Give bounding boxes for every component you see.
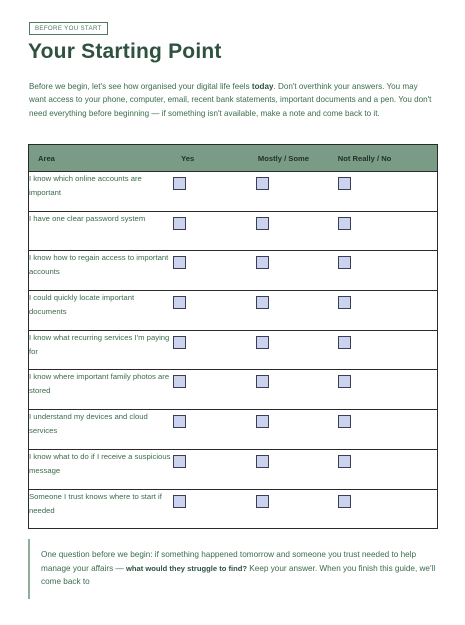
row-area-label: I know what recurring services I'm paying for — [29, 330, 174, 370]
question-text-2: Keep your answer. When you finish this guide, we'll come back to — [41, 563, 436, 586]
page-title: Your Starting Point — [28, 40, 222, 63]
cell-yes — [173, 489, 256, 529]
table-row — [29, 449, 438, 489]
checkbox-yes[interactable] — [173, 296, 186, 309]
header-mostly-some: Mostly / Some — [256, 145, 338, 172]
cell-yes — [173, 370, 256, 410]
cell-yes — [173, 410, 256, 450]
checkbox-mostly[interactable] — [256, 375, 269, 388]
intro-paragraph — [29, 80, 434, 120]
header-yes: Yes — [173, 145, 256, 172]
checkbox-yes[interactable] — [173, 495, 186, 508]
checkbox-mostly[interactable] — [256, 296, 269, 309]
section-tag: BEFORE YOU START — [29, 22, 108, 35]
cell-not — [338, 251, 438, 291]
cell-yes — [173, 330, 256, 370]
row-area-label: I understand my devices and cloud services — [29, 410, 174, 450]
cell-not — [338, 291, 438, 331]
checkbox-yes[interactable] — [173, 217, 186, 230]
cell-mostly — [256, 172, 338, 212]
row-area-label: I know how to regain access to important accounts — [29, 251, 174, 291]
cell-mostly — [256, 251, 338, 291]
checkbox-mostly[interactable] — [256, 455, 269, 468]
callout-bar — [28, 539, 30, 599]
table-header-row — [29, 145, 438, 172]
row-area-label: I have one clear password system — [29, 211, 174, 251]
reflection-question — [41, 548, 439, 589]
table-row — [29, 291, 438, 331]
checkbox-yes[interactable] — [173, 455, 186, 468]
cell-yes — [173, 291, 256, 331]
table-row — [29, 172, 438, 212]
cell-yes — [173, 449, 256, 489]
cell-yes — [173, 211, 256, 251]
table-row — [29, 211, 438, 251]
intro-text-1: Before we begin, let's see how organised your digital life feels — [29, 82, 252, 91]
checkbox-yes[interactable] — [173, 415, 186, 428]
cell-yes — [173, 251, 256, 291]
cell-mostly — [256, 410, 338, 450]
checkbox-mostly[interactable] — [256, 336, 269, 349]
intro-emphasis: today — [251, 82, 274, 91]
checkbox-not[interactable] — [338, 495, 351, 508]
cell-not — [338, 172, 438, 212]
checkbox-yes[interactable] — [173, 256, 186, 269]
table-row — [29, 251, 438, 291]
cell-not — [338, 449, 438, 489]
checkbox-not[interactable] — [338, 455, 351, 468]
checkbox-mostly[interactable] — [256, 217, 269, 230]
checkbox-not[interactable] — [338, 415, 351, 428]
checkbox-not[interactable] — [338, 375, 351, 388]
cell-not — [338, 370, 438, 410]
cell-mostly — [256, 291, 338, 331]
checkbox-mostly[interactable] — [256, 415, 269, 428]
cell-not — [338, 489, 438, 529]
row-area-label: I know what to do if I receive a suspicious message — [29, 449, 174, 489]
checkbox-yes[interactable] — [173, 375, 186, 388]
checkbox-not[interactable] — [338, 256, 351, 269]
header-not-really-no: Not Really / No — [338, 145, 438, 172]
cell-mostly — [256, 449, 338, 489]
cell-not — [338, 211, 438, 251]
row-area-label: I could quickly locate important documents — [29, 291, 174, 331]
table-row — [29, 489, 438, 529]
cell-yes — [173, 172, 256, 212]
row-area-label: I know which online accounts are important — [29, 172, 174, 212]
intro-text-2: . Don't overthink your answers. You may want access to your phone, computer, email, recent bank statements, important documents and a pen. You don't need everything before beginning — if something isn't available, make a note and come back to it. — [29, 82, 432, 118]
checkbox-mostly[interactable] — [256, 495, 269, 508]
checkbox-not[interactable] — [338, 296, 351, 309]
row-area-label: Someone I trust knows where to start if needed — [29, 489, 174, 529]
cell-mostly — [256, 370, 338, 410]
cell-not — [338, 410, 438, 450]
cell-mostly — [256, 489, 338, 529]
starting-point-checklist — [28, 144, 438, 529]
checkbox-not[interactable] — [338, 177, 351, 190]
cell-not — [338, 330, 438, 370]
checkbox-mostly[interactable] — [256, 256, 269, 269]
row-area-label: I know where important family photos are stored — [29, 370, 174, 410]
cell-mostly — [256, 211, 338, 251]
table-row — [29, 370, 438, 410]
checkbox-not[interactable] — [338, 336, 351, 349]
question-emphasis: what would they struggle to find? — [125, 563, 248, 573]
checkbox-not[interactable] — [338, 217, 351, 230]
checkbox-yes[interactable] — [173, 336, 186, 349]
checkbox-yes[interactable] — [173, 177, 186, 190]
question-text-1: One question before we begin: if something happened tomorrow and someone you trust needed to help manage your affairs — — [41, 550, 417, 573]
cell-mostly — [256, 330, 338, 370]
table-row — [29, 330, 438, 370]
checkbox-mostly[interactable] — [256, 177, 269, 190]
table-row — [29, 410, 438, 450]
header-area: Area — [29, 145, 174, 172]
